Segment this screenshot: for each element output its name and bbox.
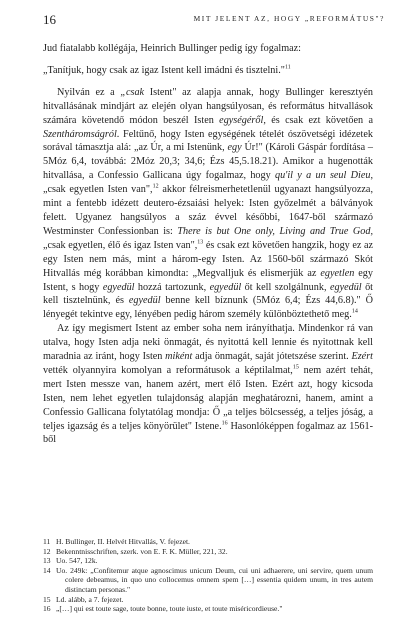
footnote-ref: 13 (197, 239, 204, 246)
footnote: 11 H. Bullinger, II. Helvét Hitvallás, V. fejezet. (43, 537, 190, 546)
footnote: 12 Bekenntnisschriften, szerk. von E. F. K. Müller, 221, 32. (43, 546, 228, 556)
page-header (43, 12, 385, 28)
page-number: 16 (43, 12, 56, 27)
footnote: 13 Uo. 547, 12k. (43, 556, 98, 566)
footnote-ref: 15 (292, 364, 299, 371)
footnote: 14 Uo. 249k: „Confitemur atque agnoscimus unicum Deum, cui uni adhaerere, uni servire, quem unum colere debeamus, in quo uno collocemus omnem spem […] essentia quidem unum, in tres autem distinctam personas." (43, 565, 373, 594)
paragraph-2: Az így megismert Istent az ember soha nem irányíthatja. Mindenkor rá van utalva, hogy Isten adja neki önmagát, és nyitottá kell lennie és nyitottnak kell maradnia az iránt, hogy Isten miként adja önmagát, saját jótetszése szerint. Ezért vették olyannyira komolyan a reformátusok a képtilalmat,$^{15}$ nem azért tehát, mert Isten messze van, hanem azért, mert élő Isten. Ezért azt, hogy kicsoda Isten, nem lehet egyetlen tulajdonság alapján meghatározni, hanem, amint a Confessio Gallicana folytatólag mondja: Ő „a teljes bölcsesség, a teljes jóság, a teljes igazság és a teljes könyörület" Istene.$^{16}$ Hasonlóképpen fogalmaz az 1561-ből (43, 323, 373, 446)
paragraph-1: Nyilván ez a „csak Istent" az alapja annak, hogy Bullinger keresztyén hitvallásának mindjárt az elején olyan hangsúlyosan, és református hitvallások számára követendő módon beszél Isten egységéről, és csak ezt követően a Szentháromságról. Feltűnő, hogy Isten egységének tételét ószövetségi idézetek sorával támasztja alá: „az Úr, a mi Istenünk, egy Úr!" (Károli Gáspár fordítása – 5Móz 6,4, továbbá: 2Móz 20,3; 34,6; Ézs 45,5.18.21). Amikor a hugenották hitvallása, a Confessio Gallicana úgy fogalmaz, hogy qu'il y a un seul Dieu, „csak egyetlen Isten van",$^{12}$ akkor félreismerhetetlenül ugyanazt hangsúlyozza, mint a fentebb idézett deutero-ézsaiási helyek: Isten győzelmét a bálványok felett. Ugyanez hangsúlyos a száz évvel későbbi, 1647-ből származó Westminster Confessionban is: There is but One only, Living and True God, „csak egyetlen, élő és igaz Isten van",$^{13}$ és csak ezt követően hangzik, hogy ez az egy Isten nem más, mint a három-egy Isten. Az 1560-ből származó Skót Hitvallás még korábban kimondta: „Megvalljuk és elismerjük az egyetlen egy Istent, s hogy egyedül hozzá tartozunk, egyedül őt kell szolgálnunk, egyedül őt kell tisztelnünk, és egyedül benne kell bíznunk (5Móz 6,4; Ézs 44,6.8)." Ő lényegét tekintve egy, lényében pedig három személy különböztethető meg.$^{14}$ (43, 86, 374, 321)
running-title: MIT JELENT AZ, HOGY „REFORMÁTUS"? (193, 14, 385, 23)
footnote-ref: 11 (284, 64, 291, 71)
footnote: 15 Ld. alább, a 7. fejezet. (43, 594, 124, 604)
intro-sentence: Jud fiatalabb kollégája, Heinrich Bullinger pedig így fogalmaz: (43, 43, 302, 54)
main-text (43, 42, 373, 447)
footnote-ref: 14 (351, 308, 358, 315)
footnote-ref: 12 (152, 183, 159, 190)
footnote: 16 „[…] qui est toute sage, toute bonne, toute iuste, et toute miséricordieuse." (43, 604, 283, 614)
footnotes (43, 537, 373, 614)
footnote-ref: 16 (221, 420, 228, 427)
bullinger-quote: „Tanítjuk, hogy csak az igaz Istent kell imádni és tisztelni."$^{11}$ (43, 64, 291, 76)
